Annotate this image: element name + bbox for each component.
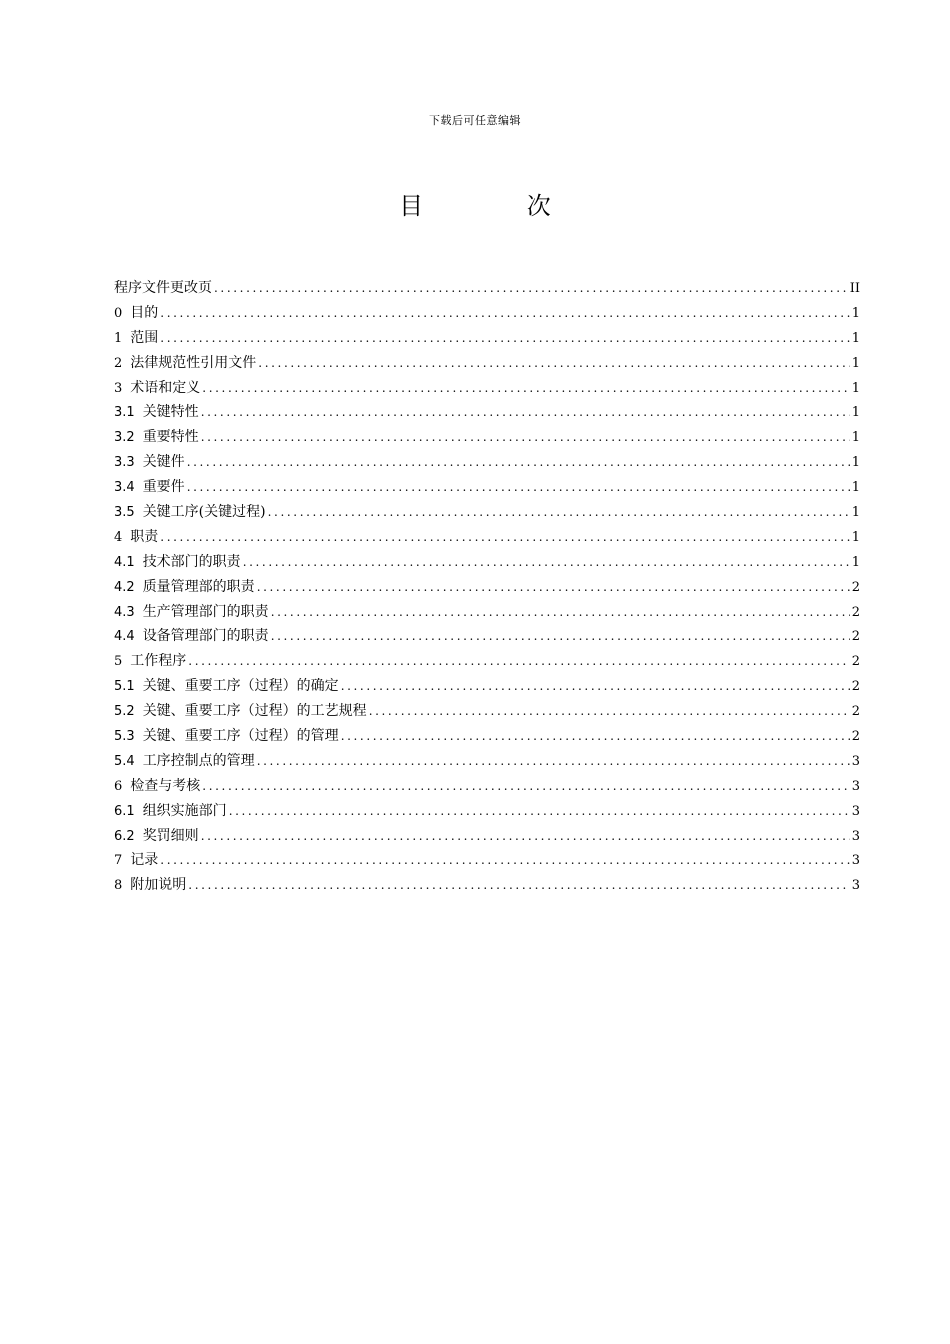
toc-entry[interactable]	[114, 525, 860, 550]
toc-entry-number: 5.3	[114, 729, 135, 745]
toc-entry-title: 目的	[130, 304, 159, 321]
toc-entry-title: 奖罚细则	[142, 827, 199, 844]
toc-entry-number: 6.2	[114, 828, 135, 844]
toc-entry-title: 重要特性	[142, 429, 199, 446]
toc-entry[interactable]	[114, 724, 860, 749]
toc-entry-number: 4.2	[114, 579, 135, 595]
toc-entry[interactable]	[114, 276, 860, 301]
toc-entry-page: 1	[851, 305, 860, 321]
toc-entry-page: 3	[851, 878, 860, 894]
toc-dot-leader	[271, 624, 850, 649]
toc-dot-leader	[160, 848, 849, 873]
toc-dot-leader	[258, 351, 849, 376]
toc-entry-number: 4	[114, 529, 123, 545]
toc-entry[interactable]	[114, 848, 860, 873]
toc-dot-leader	[160, 525, 849, 550]
toc-entry-number: 5.1	[114, 679, 135, 695]
toc-dot-leader	[243, 550, 850, 575]
toc-entry-page: 1	[851, 554, 860, 570]
toc-entry-number: 3.1	[114, 405, 135, 421]
toc-entry-number: 4.3	[114, 604, 135, 620]
toc-entry-page: 1	[851, 455, 860, 471]
toc-entry-title: 质量管理部的职责	[142, 578, 255, 595]
toc-entry-number: 8	[114, 878, 123, 894]
toc-entry-title: 检查与考核	[130, 777, 201, 794]
toc-entry-number: 3	[114, 380, 123, 396]
toc-entry-title: 生产管理部门的职责	[142, 603, 269, 620]
toc-entry-page: 3	[851, 828, 860, 844]
toc-entry[interactable]	[114, 475, 860, 500]
toc-entry-title: 设备管理部门的职责	[142, 628, 269, 645]
toc-entry-title: 附加说明	[130, 877, 187, 894]
toc-entry-number: 2	[114, 355, 123, 371]
toc-entry-number: 3.5	[114, 505, 135, 521]
toc-entry-page: 3	[851, 803, 860, 819]
toc-entry-title: 组织实施部门	[142, 802, 227, 819]
header-note: 下载后可任意编辑	[429, 114, 521, 127]
toc-entry-page: 3	[851, 753, 860, 769]
toc-entry[interactable]	[114, 575, 860, 600]
toc-entry-title: 关键、重要工序（过程）的管理	[142, 728, 339, 745]
toc-entry-title: 工作程序	[130, 653, 187, 670]
toc-entry[interactable]	[114, 400, 860, 425]
toc-entry[interactable]	[114, 600, 860, 625]
toc-entry-page: 1	[851, 355, 860, 371]
toc-entry-page: 2	[851, 704, 860, 720]
table-of-contents	[114, 276, 860, 898]
toc-entry-page: 3	[851, 853, 860, 869]
toc-entry-page: 3	[851, 778, 860, 794]
toc-dot-leader	[229, 799, 850, 824]
toc-entry-title: 关键工序(关键过程)	[142, 504, 266, 521]
toc-entry-title: 记录	[130, 852, 159, 869]
toc-dot-leader	[257, 749, 850, 774]
toc-dot-leader	[202, 376, 849, 401]
toc-entry-number: 6	[114, 778, 123, 794]
toc-entry-page: 2	[851, 629, 860, 645]
toc-entry[interactable]	[114, 749, 860, 774]
toc-dot-leader	[202, 774, 849, 799]
toc-entry[interactable]	[114, 699, 860, 724]
toc-entry-page: 1	[851, 330, 860, 346]
toc-entry[interactable]	[114, 674, 860, 699]
toc-dot-leader	[188, 873, 849, 898]
toc-entry-title: 术语和定义	[130, 379, 201, 396]
toc-dot-leader	[160, 301, 849, 326]
toc-dot-leader	[187, 450, 850, 475]
toc-entry[interactable]	[114, 450, 860, 475]
toc-entry[interactable]	[114, 301, 860, 326]
toc-entry-number: 3.2	[114, 430, 135, 446]
toc-dot-leader	[341, 724, 850, 749]
toc-entry[interactable]	[114, 550, 860, 575]
toc-entry-number: 3.3	[114, 455, 135, 471]
toc-entry[interactable]	[114, 425, 860, 450]
toc-entry-page: 2	[851, 679, 860, 695]
toc-entry-page: 1	[851, 480, 860, 496]
toc-dot-leader	[160, 326, 849, 351]
toc-entry-page: 2	[851, 604, 860, 620]
toc-dot-leader	[268, 500, 850, 525]
toc-dot-leader	[369, 699, 850, 724]
toc-entry-page: 1	[851, 529, 860, 545]
toc-entry-title: 关键、重要工序（过程）的工艺规程	[142, 703, 367, 720]
toc-entry-page: 1	[851, 505, 860, 521]
toc-entry-title: 法律规范性引用文件	[130, 354, 257, 371]
toc-entry-title: 关键件	[142, 454, 185, 471]
toc-entry[interactable]	[114, 624, 860, 649]
toc-entry-page: 1	[851, 430, 860, 446]
toc-entry-page: 1	[851, 380, 860, 396]
toc-entry-page: 2	[851, 579, 860, 595]
toc-entry[interactable]	[114, 799, 860, 824]
toc-entry-title: 范围	[130, 329, 159, 346]
toc-dot-leader	[341, 674, 850, 699]
toc-entry-page: 2	[851, 729, 860, 745]
toc-entry[interactable]	[114, 500, 860, 525]
toc-entry-title: 技术部门的职责	[142, 553, 241, 570]
toc-entry-number: 4.4	[114, 629, 135, 645]
toc-entry-number: 5	[114, 654, 123, 670]
toc-dot-leader	[271, 600, 850, 625]
toc-entry[interactable]	[114, 873, 860, 898]
toc-entry[interactable]	[114, 351, 860, 376]
toc-entry-number: 6.1	[114, 803, 135, 819]
toc-dot-leader	[214, 276, 848, 301]
toc-entry-number: 5.4	[114, 753, 135, 769]
toc-entry-title: 重要件	[142, 479, 185, 496]
toc-dot-leader	[188, 649, 849, 674]
toc-dot-leader	[201, 425, 850, 450]
page-title: 目 次	[399, 192, 599, 220]
toc-entry-number: 7	[114, 853, 123, 869]
toc-dot-leader	[187, 475, 850, 500]
toc-entry-page: 2	[851, 654, 860, 670]
toc-entry-title: 程序文件更改页	[114, 280, 212, 296]
toc-dot-leader	[201, 824, 850, 849]
toc-entry-number: 5.2	[114, 704, 135, 720]
toc-entry-number: 3.4	[114, 480, 135, 496]
toc-entry-page: 1	[851, 405, 860, 421]
toc-entry[interactable]	[114, 326, 860, 351]
toc-dot-leader	[201, 400, 850, 425]
toc-dot-leader	[257, 575, 850, 600]
toc-entry-number: 0	[114, 305, 123, 321]
toc-entry[interactable]	[114, 649, 860, 674]
toc-entry[interactable]	[114, 824, 860, 849]
toc-entry[interactable]	[114, 376, 860, 401]
toc-entry-number: 1	[114, 330, 123, 346]
toc-entry-number: 4.1	[114, 554, 135, 570]
toc-entry-title: 关键特性	[142, 404, 199, 421]
toc-entry[interactable]	[114, 774, 860, 799]
toc-entry-title: 关键、重要工序（过程）的确定	[142, 678, 339, 695]
toc-entry-title: 工序控制点的管理	[142, 752, 255, 769]
toc-entry-title: 职责	[130, 528, 159, 545]
toc-entry-page: II	[849, 281, 860, 296]
